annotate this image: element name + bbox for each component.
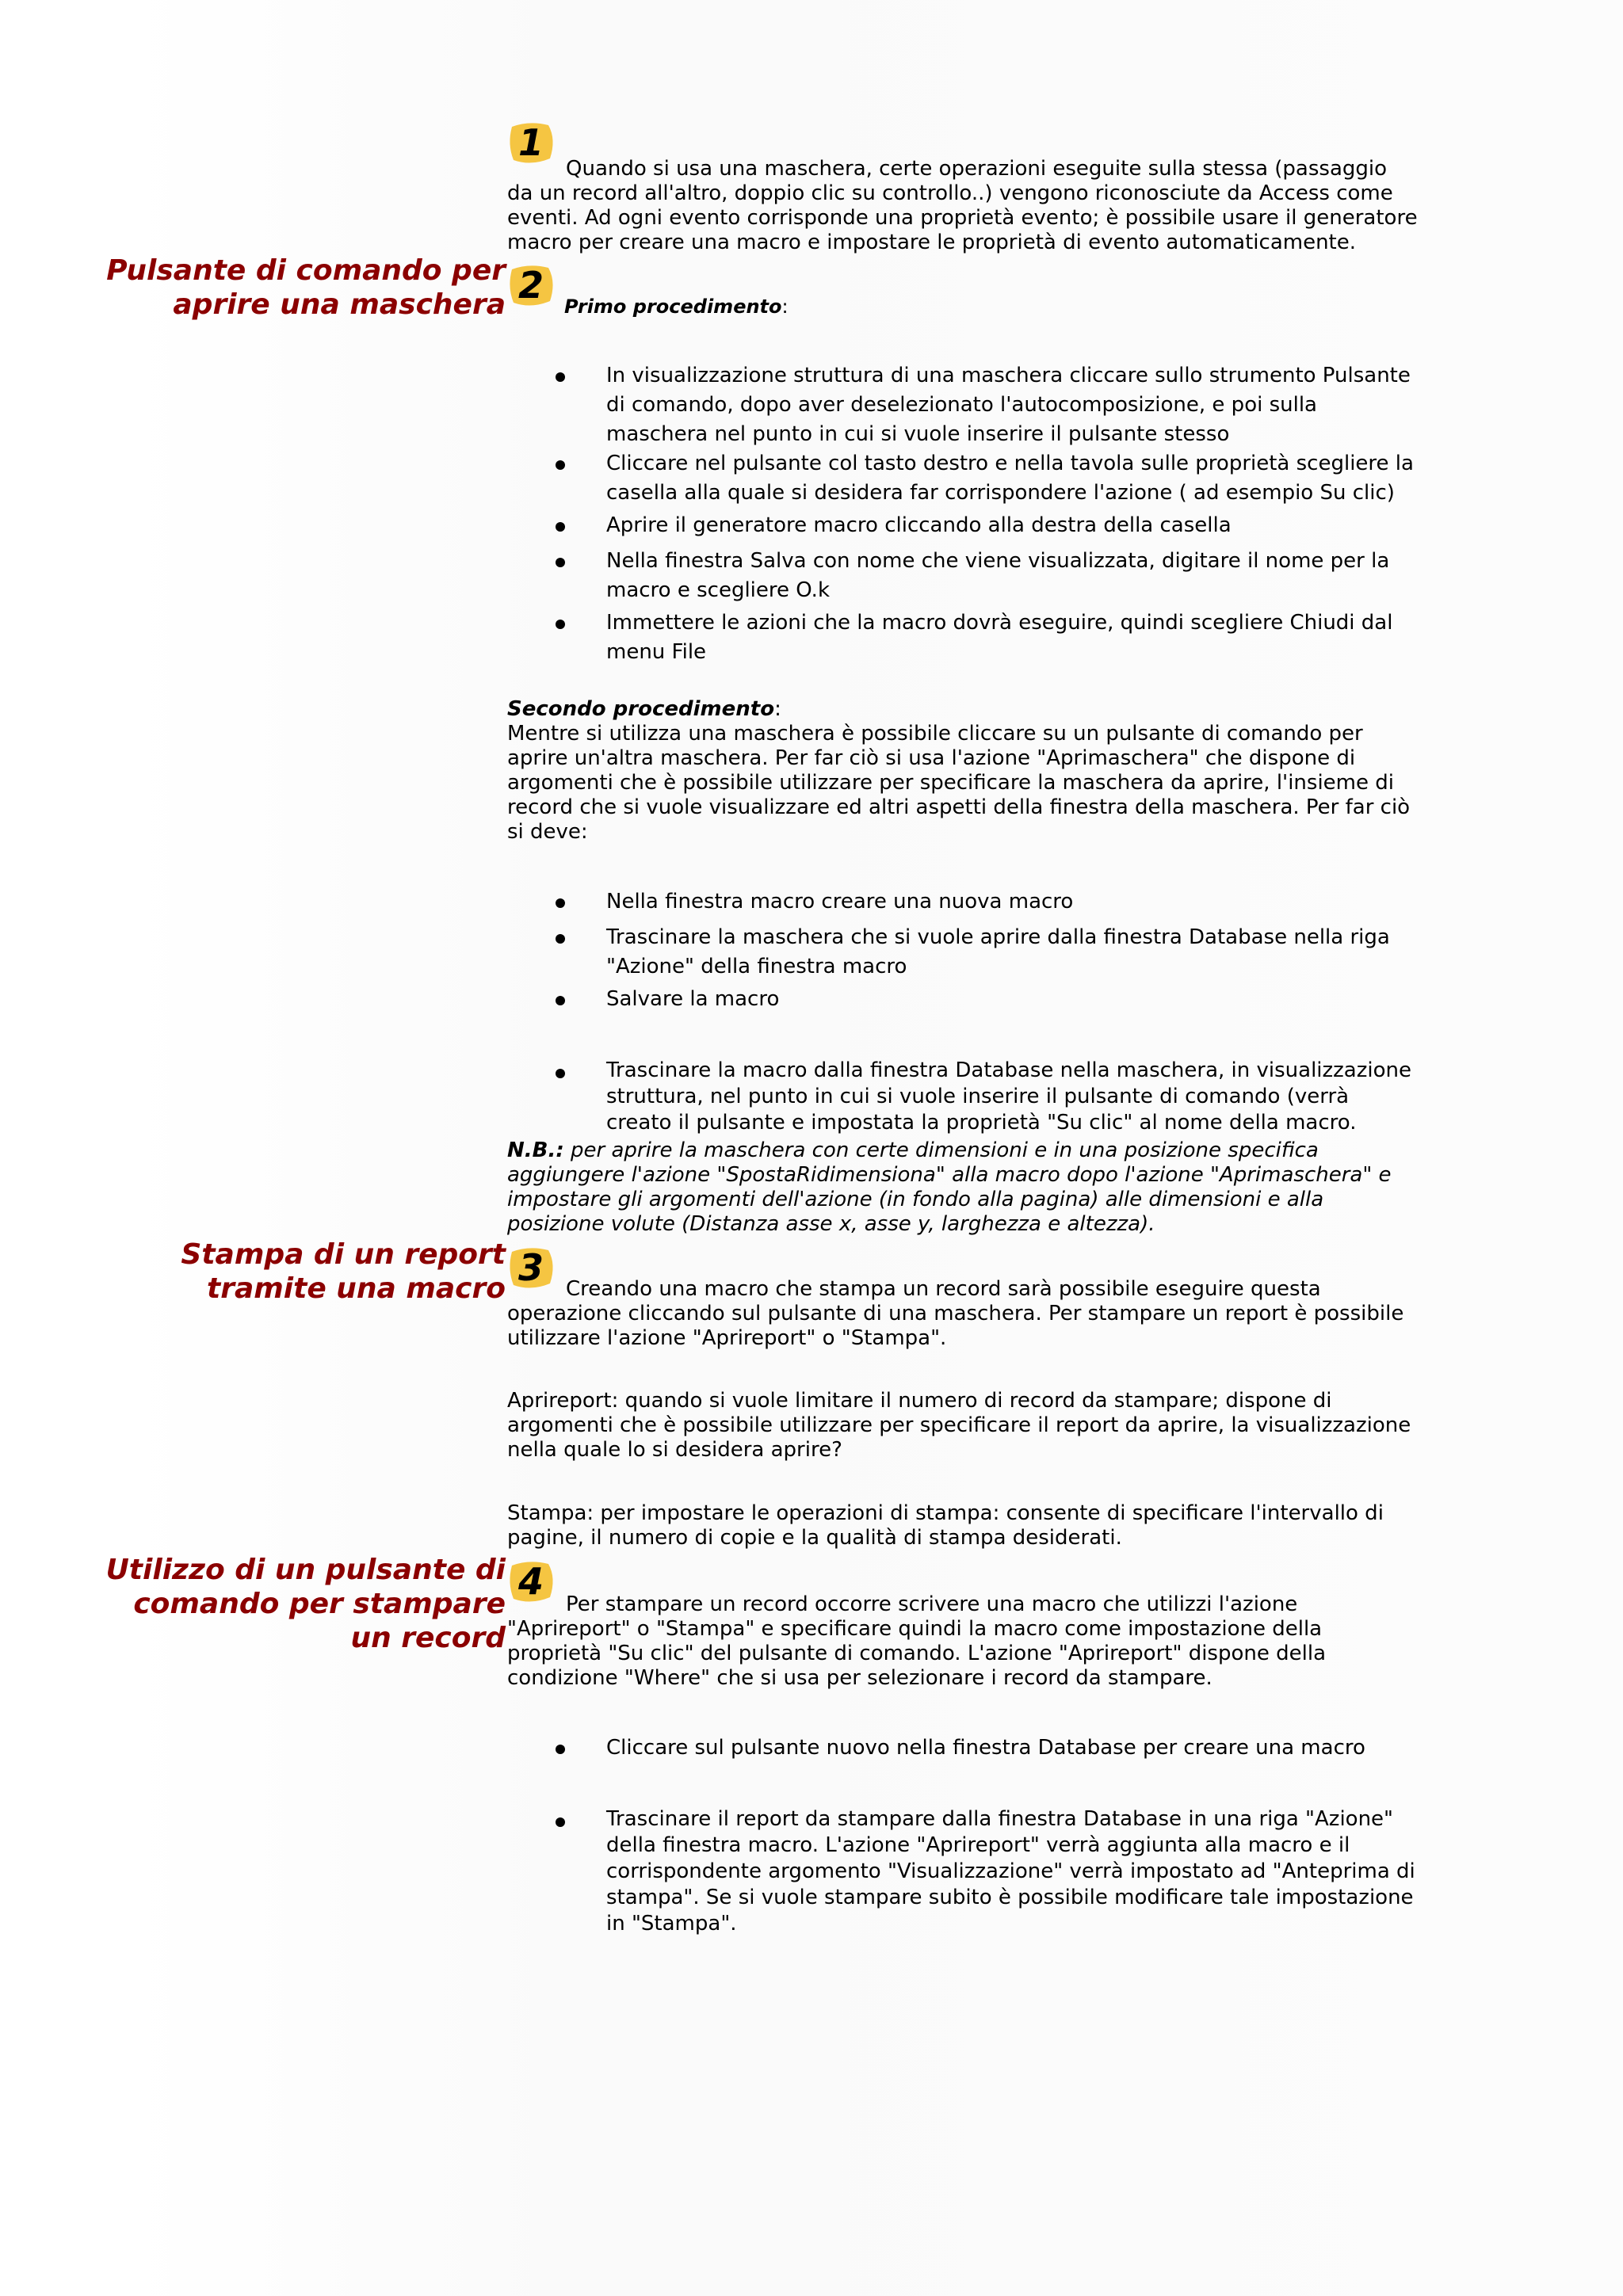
bullet-dot-icon [556,996,565,1005]
side-heading-line: Utilizzo di un pulsante di [105,1554,506,1586]
number-two-badge-icon [506,261,556,309]
side-heading-line: aprire una maschera [173,288,506,321]
bullet-dot-icon [556,558,565,567]
first-procedure-heading [564,295,881,319]
section4-paragraph [507,1592,1419,1691]
side-heading-line: Pulsante di comando per [106,254,506,287]
svg-text:1: 1 [517,121,544,164]
bullet-dot-icon [556,934,565,944]
section2-side-heading [106,254,506,322]
svg-text:2: 2 [517,264,544,307]
svg-text:3: 3 [517,1246,544,1289]
bullet-dot-icon [556,1817,565,1827]
side-heading-line: comando per stampare [133,1588,506,1620]
list-item-text: Aprire il generatore macro cliccando alla destra della casella [606,513,1232,537]
first-procedure-title: Primo procedimento [564,296,782,318]
side-heading-line: tramite una macro [207,1272,506,1305]
svg-text:4: 4 [517,1560,544,1603]
bullet-dot-icon [556,460,565,470]
list-item [507,1733,1419,1763]
side-heading-line: Stampa di un report [181,1238,506,1271]
colon: : [781,296,789,318]
section4-text: Per stampare un record occorre scrivere una macro che utilizzi l'azione "Aprireport" o "Stampa" e specificare quindi la macro come impostazione della proprietà "Su clic" del pulsante di comando. L'azione "Aprireport" dispone della condizione "Where" che si usa per selezionare i record da stampare. [507,1592,1327,1690]
nb-note [507,1138,1419,1237]
list-item-text: Cliccare nel pulsante col tasto destro e nella tavola sulle proprietà scegliere la casella alla quale si desidera far corrispondere l'azione ( ad esempio Su clic) [606,452,1414,505]
bullet-dot-icon [556,1069,565,1078]
nb-text: per aprire la maschera con certe dimensioni e in una posizione specifica aggiungere l'azione "SpostaRidimensiona" alla macro dopo l'azione "Aprimaschera" e impostare gli argomenti dell'azione (in fondo alla pagina) alle dimensioni e alla posizione volute (Distanza asse x, asse y, larghezza e altezza). [507,1138,1392,1236]
bullet-dot-icon [556,898,565,908]
side-heading-line: un record [350,1622,506,1654]
second-procedure-list-a [507,887,1419,1014]
stampa-paragraph: Stampa: per impostare le operazioni di stampa: consente di specificare l'intervallo di pagine, il numero di copie e la qualità di stampa desiderati. [507,1501,1384,1550]
second-procedure-list-b [507,1058,1419,1136]
section4-list-b [507,1806,1419,1937]
list-item-text: Trascinare la maschera che si vuole aprire dalla finestra Database nella riga "Azione" della finestra macro [606,925,1390,978]
list-item [507,511,1419,540]
section4-list-a [507,1733,1419,1763]
list-item [507,1806,1419,1937]
bullet-dot-icon [556,1745,565,1754]
list-item-text: Cliccare sul pulsante nuovo nella finestra Database per creare una macro [606,1736,1365,1760]
list-item-text: Trascinare la macro dalla finestra Database nella maschera, in visualizzazione struttura, nel punto in cui si vuole inserire il pulsante di comando (verrà creato il pulsante e impostata la proprietà "Su clic" al nome della macro. [606,1058,1411,1135]
second-procedure-title: Secondo procedimento [507,697,775,721]
list-item-text: Trascinare il report da stampare dalla finestra Database in una riga "Azione" della finestra macro. L'azione "Aprireport" verrà aggiunta alla macro e il corrispondente argomento "Visualizzazione" verrà impostato ad "Anteprima di stampa". Se si vuole stampare subito è possibile modificare tale impostazione in "Stampa". [606,1807,1415,1936]
section4-side-heading [106,1553,506,1655]
list-item [507,1058,1419,1136]
list-item [507,887,1419,917]
list-item-text: Nella finestra Salva con nome che viene visualizzata, digitare il nome per la macro e scegliere O.k [606,549,1390,602]
second-procedure-text: Mentre si utilizza una maschera è possibile cliccare su un pulsante di comando per aprire un'altra maschera. Per far ciò si usa l'azione "Aprimaschera" che dispone di argomenti che è possibile utilizzare per specificare la maschera da aprire, l'insieme di record che si vuole visualizzare ed altri aspetti della finestra della maschera. Per far ciò si deve: [507,722,1411,844]
bullet-dot-icon [556,372,565,382]
second-procedure-block [507,697,1419,845]
colon: : [774,697,781,721]
list-item [507,449,1419,508]
intro-paragraph [507,157,1419,255]
list-item-text: Immettere le azioni che la macro dovrà eseguire, quindi scegliere Chiudi dal menu File [606,611,1393,664]
list-item-text: In visualizzazione struttura di una maschera cliccare sullo strumento Pulsante di comando, dopo aver deselezionato l'autocomposizione, e poi sulla maschera nel punto in cui si vuole inserire il pulsante stesso [606,364,1411,446]
list-item-text: Nella finestra macro creare una nuova macro [606,890,1074,913]
aprireport-paragraph: Aprireport: quando si vuole limitare il numero di record da stampare; dispone di argomenti che è possibile utilizzare per specificare il report da aprire, la visualizzazione nella quale lo si desidera aprire? [507,1389,1411,1462]
list-item [507,608,1419,667]
bullet-dot-icon [556,522,565,532]
list-item [507,923,1419,982]
list-item [507,361,1419,449]
first-procedure-list [507,361,1419,667]
list-item-text: Salvare la macro [606,987,780,1011]
section3-side-heading [181,1238,506,1306]
bullet-dot-icon [556,620,565,629]
intro-text: Quando si usa una maschera, certe operazioni eseguite sulla stessa (passaggio da un record all'altro, doppio clic su controllo..) vengono riconosciute da Access come eventi. Ad ogni evento corrisponde una proprietà evento; è possibile usare il generatore macro per creare una macro e impostare le proprietà di evento automaticamente. [507,157,1418,254]
section3-text: Creando una macro che stampa un record sarà possibile eseguire questa operazione cliccando sul pulsante di una maschera. Per stampare un report è possibile utilizzare l'azione "Aprireport" o "Stampa". [507,1277,1404,1350]
list-item [507,547,1419,605]
list-item [507,985,1419,1014]
section3-paragraph [507,1277,1419,1351]
nb-label: N.B.: [507,1138,564,1162]
